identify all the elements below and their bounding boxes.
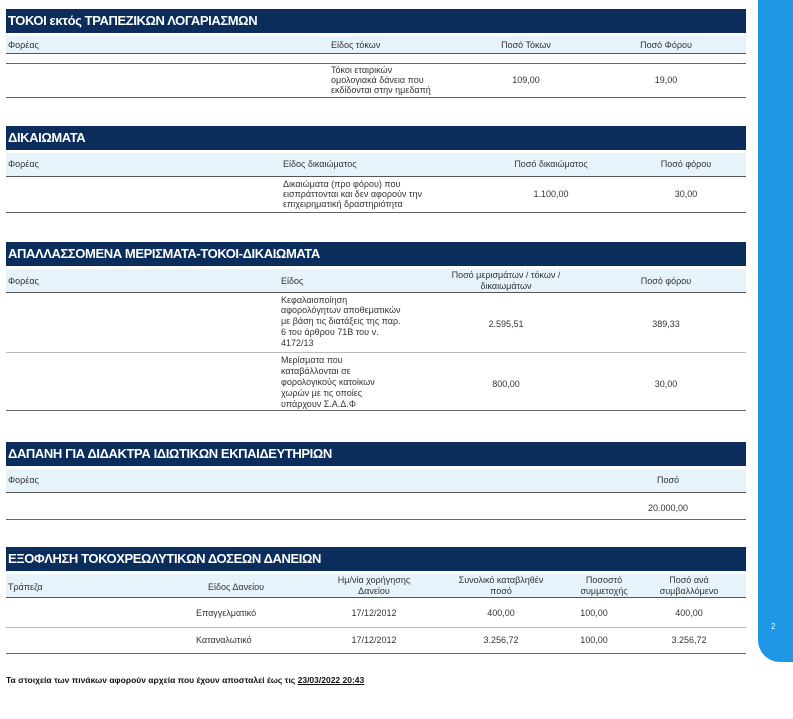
royalty-tax: 30,00 [674,189,698,199]
exempt-column-header [6,269,746,293]
col-participation: Ποσοστό [585,575,623,585]
col-interest-type: Είδος τόκων [331,40,381,50]
exempt-amount: 800,00 [492,379,520,389]
col-grant-date-2: Δανείου [358,586,390,596]
col-foreas: Φορέας [8,475,39,485]
col-royalty-amount: Ποσό δικαιώματος [514,159,588,169]
col-total-paid: Συνολικό καταβληθέν [458,575,544,585]
col-participation-2: συμμετοχής [580,586,628,596]
exempt-section [6,242,746,414]
footnote-text: Τα στοιχεία των πινάκων αφορούν αρχεία που έχουν αποσταλεί έως τις [6,675,298,685]
col-foreas: Φορέας [8,276,39,286]
col-tax-amount: Ποσό φόρου [640,276,692,286]
exempt-amount: 2.595,51 [488,319,524,329]
exempt-type-line: Κεφαλαιοποίηση [281,295,348,305]
interest-section [6,9,746,101]
royalty-amount: 1.100,00 [533,189,569,199]
footnote [6,675,364,685]
exempt-title: ΑΠΑΛΛΑΣΣΟΜΕΝΑ ΜΕΡΙΣΜΑΤΑ-ΤΟΚΟΙ-ΔΙΚΑΙΩΜΑΤΑ [6,242,746,266]
col-interest-amount: Ποσό Τόκων [501,40,551,50]
exempt-type-line: υπάρχουν Σ.Α.Δ.Φ [281,399,356,409]
tuition-amount: 20.000,00 [647,503,689,513]
col-exempt-amount: Ποσό μερισμάτων / τόκων / [451,270,561,280]
royalty-type-line: επιχειρηματική δραστηριότητα [283,199,403,209]
exempt-tax: 389,33 [652,319,680,329]
exempt-type-line: καταβάλλονται σε [281,366,351,376]
interest-type-line: Τόκοι εταιρικών [331,65,393,75]
loan-date: 17/12/2012 [351,608,397,618]
tuition-title: ΔΑΠΑΝΗ ΓΙΑ ΔΙΔΑΚΤΡΑ ΙΔΙΩΤΙΚΩΝ ΕΚΠΑΙΔΕΥΤΗΡΙΩΝ [6,442,746,466]
interest-type-line: ομολογιακά δάνεια που [331,75,424,85]
loan-pct: 100,00 [580,608,608,618]
loans-section [6,547,746,657]
exempt-tax: 30,00 [654,379,678,389]
col-exempt-amount-2: δικαιωμάτων [480,281,532,291]
exempt-type-line: αφορολόγητων αποθεματικών [281,305,401,315]
col-grant-date: Ημ/νία χορήγησης [337,575,411,585]
royalties-section [6,126,746,218]
exempt-type-line: με βάση τις διατάξεις της παρ. [281,316,401,326]
col-exempt-type: Είδος [281,276,304,286]
royalty-type-line: εισπράττονται και δεν αφορούν την [283,189,422,199]
interest-type-line: εκδίδονται στην ημεδαπή [331,85,431,95]
loan-pct: 100,00 [580,635,608,645]
loans-column-header [6,574,746,598]
col-per-party: Ποσό ανά [669,575,709,585]
col-royalty-type: Είδος δικαιώματος [283,159,357,169]
exempt-type-line: 4172/13 [281,338,314,348]
col-tax-amount: Ποσό φόρου [660,159,712,169]
loan-per-party: 400,00 [675,608,703,618]
loan-date: 17/12/2012 [351,635,397,645]
col-per-party-2: συμβαλλόμενο [659,586,719,596]
page-number: 2 [771,622,776,631]
exempt-type-line: 6 του άρθρου 71Β του ν. [281,327,379,337]
royalties-title: ΔΙΚΑΙΩΜΑΤΑ [6,126,746,150]
interest-column-header [6,36,746,54]
col-foreas: Φορέας [8,40,39,50]
loan-total: 400,00 [487,608,515,618]
col-amount: Ποσό [656,475,680,485]
col-foreas: Φορέας [8,159,39,169]
interest-tax: 19,00 [654,75,678,85]
exempt-type-line: φορολογικούς κατοίκων [281,377,375,387]
interest-title: ΤΟΚΟΙ εκτός ΤΡΑΠΕΖΙΚΩΝ ΛΟΓΑΡΙΑΣΜΩΝ [6,9,746,33]
royalties-column-header [6,153,746,177]
royalty-type-line: Δικαιώματα (προ φόρου) που [283,179,401,189]
exempt-type-line: χωρών με τις οποίες [281,388,363,398]
col-bank: Τράπεζα [8,582,43,592]
col-loan-type: Είδος Δανείου [208,582,265,592]
footnote-datetime: 23/03/2022 20:43 [297,675,365,685]
col-total-paid-2: ποσό [490,586,512,596]
tuition-section [6,442,746,522]
loan-type: Καταναλωτικό [196,635,252,645]
interest-amount: 109,00 [512,75,540,85]
col-tax-amount: Ποσό Φόρου [640,40,692,50]
page-sidebar [758,0,793,662]
loans-title: ΕΞΟΦΛΗΣΗ ΤΟΚΟΧΡΕΩΛΥΤΙΚΩΝ ΔΟΣΕΩΝ ΔΑΝΕΙΩΝ [6,547,746,571]
exempt-type-line: Μερίσματα που [281,355,343,365]
tuition-column-header [6,469,746,493]
loan-per-party: 3.256,72 [671,635,707,645]
loan-type: Επαγγελματικό [196,608,257,618]
loan-total: 3.256,72 [483,635,519,645]
